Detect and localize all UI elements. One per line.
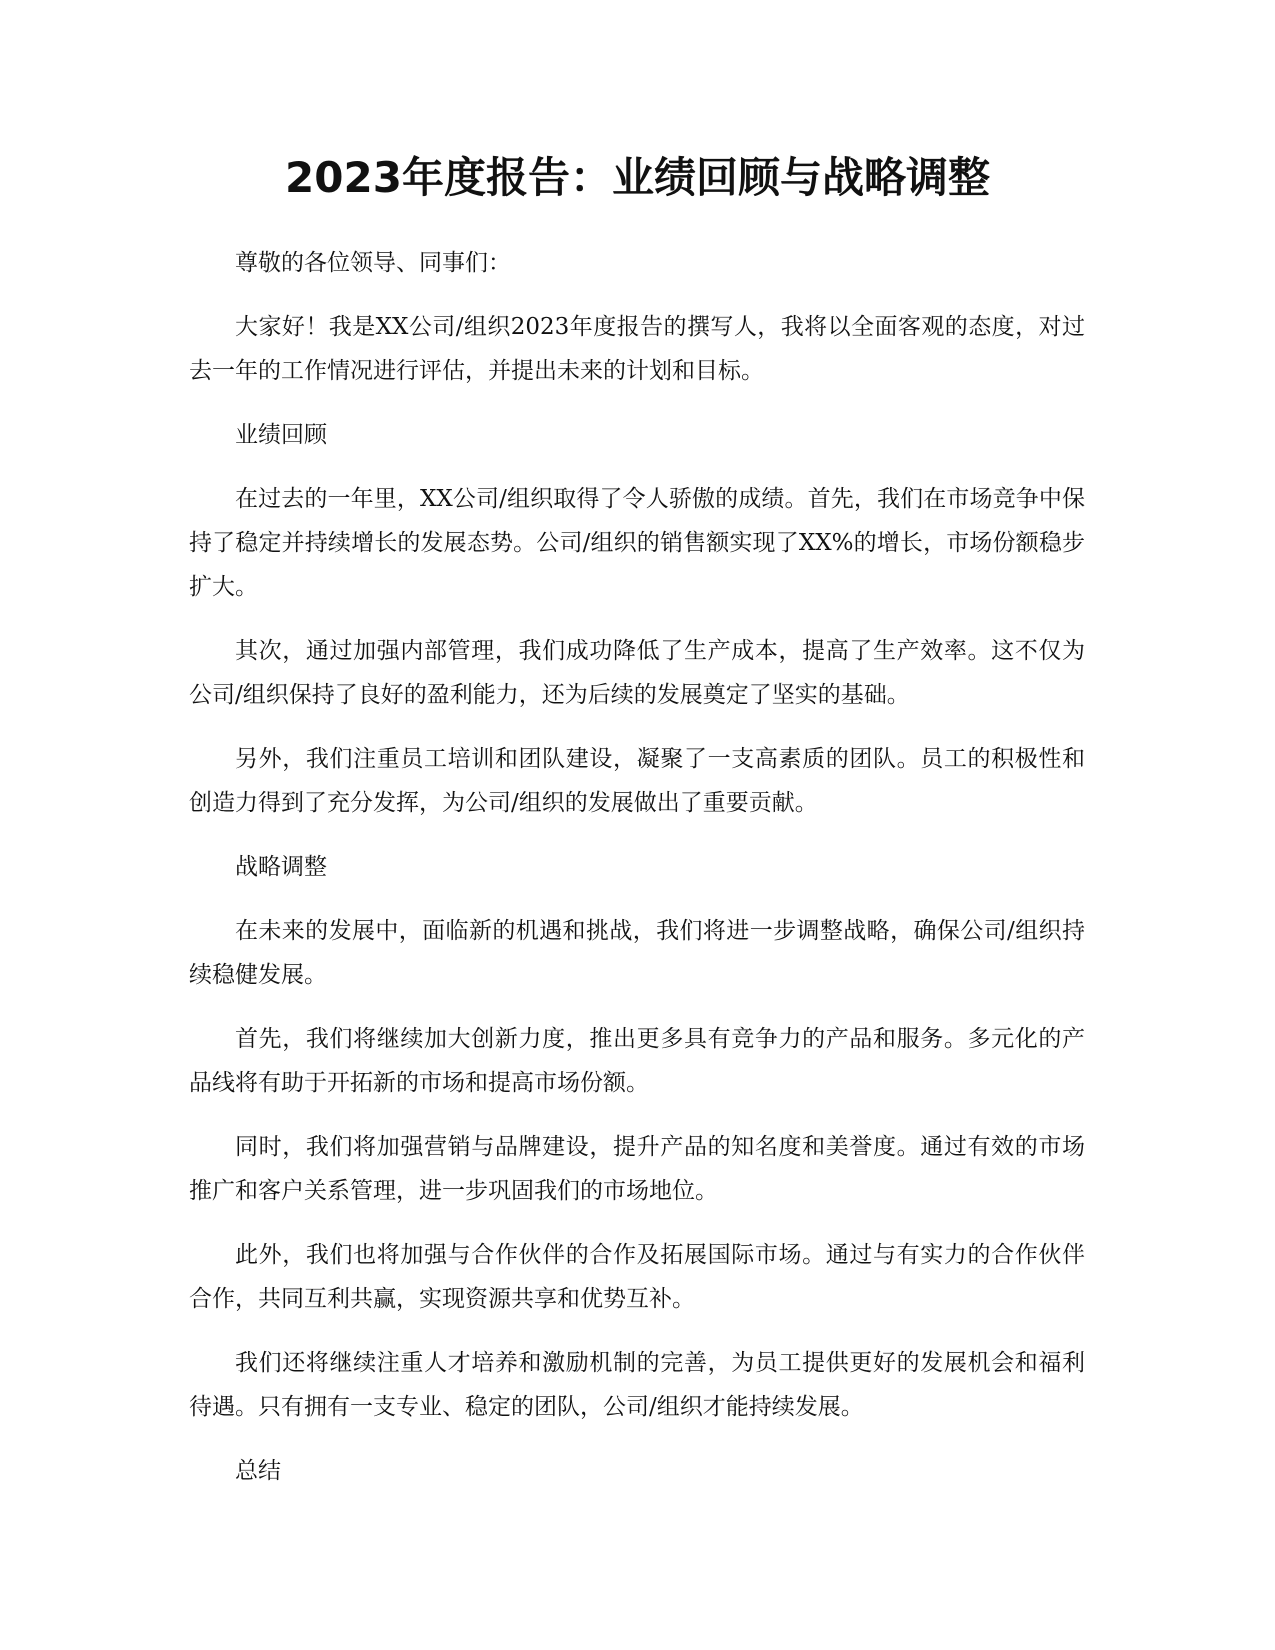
document-body: [189, 241, 1085, 1513]
performance-paragraph-2: 其次，通过加强内部管理，我们成功降低了生产成本，提高了生产效率。这不仅为公司/组织保持了良好的盈利能力，还为后续的发展奠定了坚实的基础。: [189, 638, 1085, 708]
strategy-paragraph-5: 我们还将继续注重人才培养和激励机制的完善，为员工提供更好的发展机会和福利待遇。只有拥有一支专业、稳定的团队，公司/组织才能持续发展。: [189, 1350, 1085, 1420]
strategy-paragraph-1: 在未来的发展中，面临新的机遇和挑战，我们将进一步调整战略，确保公司/组织持续稳健发展。: [189, 918, 1085, 988]
performance-paragraph-3: 另外，我们注重员工培训和团队建设，凝聚了一支高素质的团队。员工的积极性和创造力得到了充分发挥，为公司/组织的发展做出了重要贡献。: [189, 746, 1085, 816]
section-heading-summary: 总结: [235, 1458, 281, 1484]
strategy-paragraph-4: 此外，我们也将加强与合作伙伴的合作及拓展国际市场。通过与有实力的合作伙伴合作，共同互利共赢，实现资源共享和优势互补。: [189, 1242, 1085, 1312]
document-title: 2023年度报告：业绩回顾与战略调整: [285, 153, 990, 202]
performance-paragraph-1: 在过去的一年里，XX公司/组织取得了令人骄傲的成绩。首先，我们在市场竞争中保持了稳定并持续增长的发展态势。公司/组织的销售额实现了XX%的增长，市场份额稳步扩大。: [189, 486, 1085, 600]
salutation-paragraph: 尊敬的各位领导、同事们：: [235, 250, 511, 276]
section-heading-strategy-adjustment: 战略调整: [235, 854, 327, 880]
strategy-paragraph-2: 首先，我们将继续加大创新力度，推出更多具有竞争力的产品和服务。多元化的产品线将有助于开拓新的市场和提高市场份额。: [189, 1026, 1085, 1096]
intro-paragraph: 大家好！我是XX公司/组织2023年度报告的撰写人，我将以全面客观的态度，对过去一年的工作情况进行评估，并提出未来的计划和目标。: [189, 314, 1085, 384]
section-heading-performance-review: 业绩回顾: [235, 422, 327, 448]
strategy-paragraph-3: 同时，我们将加强营销与品牌建设，提升产品的知名度和美誉度。通过有效的市场推广和客户关系管理，进一步巩固我们的市场地位。: [189, 1134, 1085, 1204]
